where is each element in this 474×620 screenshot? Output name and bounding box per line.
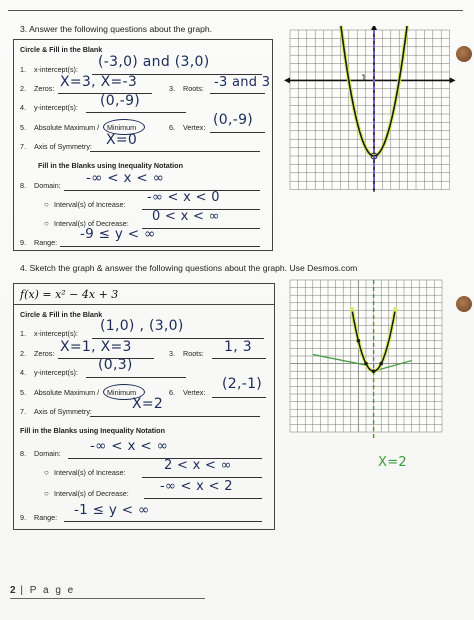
q4-heading: 4. Sketch the graph & answer the following questions about the graph. Use Desmos.com [20,263,358,273]
q4-item5-label: Absolute Maximum / [34,388,100,397]
q3-item9-answer: -9 ≤ y < ∞ [80,226,156,242]
q3-increase-label: Interval(s) of Increase: [54,200,126,209]
q4-increase-bullet: ○ [44,468,49,477]
q4-item4-label: y-intercept(s): [34,368,78,377]
q3-item1-answer: (-3,0) and (3,0) [98,54,210,70]
q3-x-arrow-left [284,77,290,83]
q3-item3-answer: -3 and 3 [214,75,271,90]
q4-item7-blank [90,416,260,417]
page-word: | P a g e [20,585,76,596]
q3-item3-label: Roots: [183,84,204,93]
q3-decrease-answer: 0 < x < ∞ [152,209,220,224]
q4-function: f(x) = x² − 4x + 3 [20,288,119,301]
q3-y-arrow-up [371,26,377,30]
q3-graph-unit-label: 1 [361,74,368,84]
q4-item3-answer: 1, 3 [224,339,252,355]
q4-section-circle-fill: Circle & Fill in the Blank [20,310,103,319]
q4-item2-label: Zeros: [34,349,55,358]
q3-item1-label: x-intercept(s): [34,65,78,74]
q4-item4-num: 4. [20,368,26,377]
q3-grid-background [290,30,450,190]
q3-item4-blank [86,112,186,113]
q3-item8-answer: -∞ < x < ∞ [86,170,165,186]
q3-section-inequality: Fill in the Blanks using Inequality Notation [38,161,183,170]
q4-item7-num: 7. [20,407,26,416]
q4-item9-num: 9. [20,513,26,522]
q3-item6-label: Vertex: [183,123,206,132]
q3-x-arrow-right [450,77,456,83]
q3-item4-label: y-intercept(s): [34,103,78,112]
q3-decrease-label: Interval(s) of Decrease: [54,219,129,228]
q4-item2-answer: X=1, X=3 [60,339,132,355]
q4-minimum-word: Minimum [107,388,137,397]
q3-answer-box [13,39,273,251]
q4-item9-label: Range: [34,513,58,522]
q4-increase-answer: 2 < x < ∞ [164,458,232,473]
q3-item1-num: 1. [20,65,26,74]
q4-section-inequality: Fill in the Blanks using Inequality Notation [20,426,165,435]
binder-hole-top [456,46,472,62]
q3-item7-num: 7. [20,142,26,151]
q3-item6-blank [210,132,265,133]
q3-item9-label: Range: [34,238,58,247]
q4-item7-answer: X=2 [132,396,164,412]
q3-item4-num: 4. [20,103,26,112]
q3-decrease-bullet: ○ [44,219,49,228]
q4-key-point [379,362,383,366]
q4-axis-note: X=2 [378,455,407,470]
q3-decrease-blank [142,228,260,229]
q4-answer-box [13,283,275,530]
q3-item7-label: Axis of Symmetry: [34,142,92,151]
q4-graph [288,278,444,440]
q4-item6-label: Vertex: [183,388,206,397]
q3-section-circle-fill: Circle & Fill in the Blank [20,45,103,54]
q4-item8-num: 8. [20,449,26,458]
q4-item3-blank [212,358,266,359]
q3-item2-num: 2. [20,84,26,93]
page-footer [10,585,75,596]
q3-item5-label: Absolute Maximum / [34,123,100,132]
q4-item5-num: 5. [20,388,26,397]
top-rule [8,10,463,11]
q4-key-point [364,362,368,366]
q3-item9-blank [60,246,260,247]
q4-item4-answer: (0,3) [98,357,133,373]
q3-item2-answer: X=3, X=-3 [60,74,138,90]
q4-item3-label: Roots: [183,349,204,358]
q4-key-point [372,369,376,373]
q3-item7-answer: X=0 [106,132,138,148]
q4-item9-blank [64,521,262,522]
q3-item4-answer: (0,-9) [100,93,141,109]
q4-decrease-blank [144,498,262,499]
q4-item6-num: 6. [169,388,175,397]
q3-increase-answer: -∞ < x < 0 [147,190,220,205]
q3-item9-num: 9. [20,238,26,247]
footer-rule [10,598,205,599]
q4-key-point [357,339,361,343]
page-number: 2 [10,585,16,596]
q4-decrease-bullet: ○ [44,489,49,498]
q4-item2-num: 2. [20,349,26,358]
q4-item4-blank [86,377,186,378]
binder-hole-middle [456,296,472,312]
q3-increase-bullet: ○ [44,200,49,209]
q4-item6-blank [212,397,266,398]
q3-minimum-word: Minimum [107,123,137,132]
q3-item3-blank [210,93,265,94]
q3-item8-num: 8. [20,181,26,190]
q3-item7-blank [90,151,260,152]
q4-item1-answer: (1,0) , (3,0) [100,318,184,334]
q4-increase-blank [142,477,262,478]
q4-decrease-answer: -∞ < x < 2 [160,479,233,494]
q4-item6-answer: (2,-1) [222,376,263,392]
q3-item2-label: Zeros: [34,84,55,93]
q4-item1-label: x-intercept(s): [34,329,78,338]
q4-function-divider [14,304,274,305]
q4-item1-num: 1. [20,329,26,338]
q4-item9-answer: -1 ≤ y < ∞ [74,502,150,518]
q4-item8-answer: -∞ < x < ∞ [90,438,169,454]
q3-item6-num: 6. [169,123,175,132]
q3-item5-num: 5. [20,123,26,132]
q3-heading: 3. Answer the following questions about the graph. [20,24,213,34]
q4-item8-label: Domain: [34,449,61,458]
q3-item8-label: Domain: [34,181,61,190]
q3-graph [282,26,460,192]
q3-item3-num: 3. [169,84,175,93]
q4-item3-num: 3. [169,349,175,358]
q4-item7-label: Axis of Symmetry: [34,407,92,416]
q3-item6-answer: (0,-9) [213,112,254,128]
q4-increase-label: Interval(s) of Increase: [54,468,126,477]
q4-decrease-label: Interval(s) of Decrease: [54,489,129,498]
